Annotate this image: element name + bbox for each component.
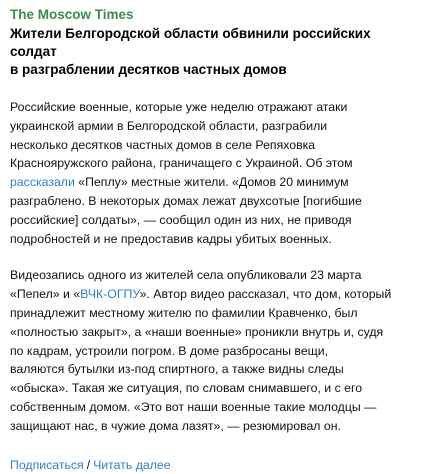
told-link[interactable]: рассказали	[10, 175, 75, 190]
paragraph-line: «обыска». Такая же ситуация, по словам снимавшего, и с его	[10, 381, 363, 396]
post-paragraph-2	[10, 266, 416, 435]
paragraph-line: российские] солдаты», — сообщил один из них, не приводя	[10, 212, 352, 227]
paragraph-text: «Пеплу» местные жители. «Домов 20 минимум	[74, 175, 349, 190]
paragraph-line: по кадрам, устроили погром. В доме разбросаны вещи,	[10, 343, 329, 358]
paragraph-line: защищают нас, в чужие дома лазят», — резюмировал он.	[10, 418, 341, 433]
paragraph-line: Краснояружского района, граничащего с Украиной. Об этом	[10, 156, 353, 171]
footer-separator: /	[86, 457, 91, 472]
paragraph-line: разграблено. В некоторых домах лежат двухсотые [погибшие	[10, 193, 362, 208]
headline-line: Жители Белгородской области обвинили российских солдат	[10, 26, 371, 59]
paragraph-text: ». Автор видео рассказал, что дом, который	[139, 287, 392, 302]
paragraph-line	[10, 285, 416, 304]
channel-name-link[interactable]: The Moscow Times	[10, 7, 134, 22]
post-headline	[10, 25, 416, 79]
post-paragraph-1	[10, 98, 416, 248]
paragraph-line: «полностью закрыт», а «наши военные» проникли внутрь и, судя	[10, 324, 384, 339]
paragraph-line: подробностей и не предоставив кадры убитых военных.	[10, 231, 332, 246]
paragraph-line	[10, 173, 416, 192]
headline-line: в разграблении десятков частных домов	[10, 62, 287, 77]
paragraph-line: Российские военные, которые уже неделю отражают атаки	[10, 100, 348, 114]
read-more-link[interactable]: Читать далее	[93, 457, 171, 472]
paragraph-line: принадлежит местному жителю по фамилии Кравченко, был	[10, 305, 358, 320]
paragraph-line: украинской армии в Белгородской области, разграбили	[10, 118, 328, 133]
paragraph-line: несколько десятков частных домов в селе Репяховка	[10, 137, 316, 152]
post-footer-links	[10, 456, 416, 474]
paragraph-line: валяются бутылки из-под спиртного, а также видны следы	[10, 362, 344, 377]
vchk-ogpu-link[interactable]: ВЧК-ОГПУ	[80, 287, 140, 302]
paragraph-line: Видеозапись одного из жителей села опубликовали 23 марта	[10, 268, 362, 283]
paragraph-line: собственным домом. «Это вот наши военные такие молодцы —	[10, 399, 377, 414]
subscribe-link[interactable]: Подписаться	[10, 457, 84, 472]
paragraph-text: «Пепел» и «	[10, 287, 81, 302]
